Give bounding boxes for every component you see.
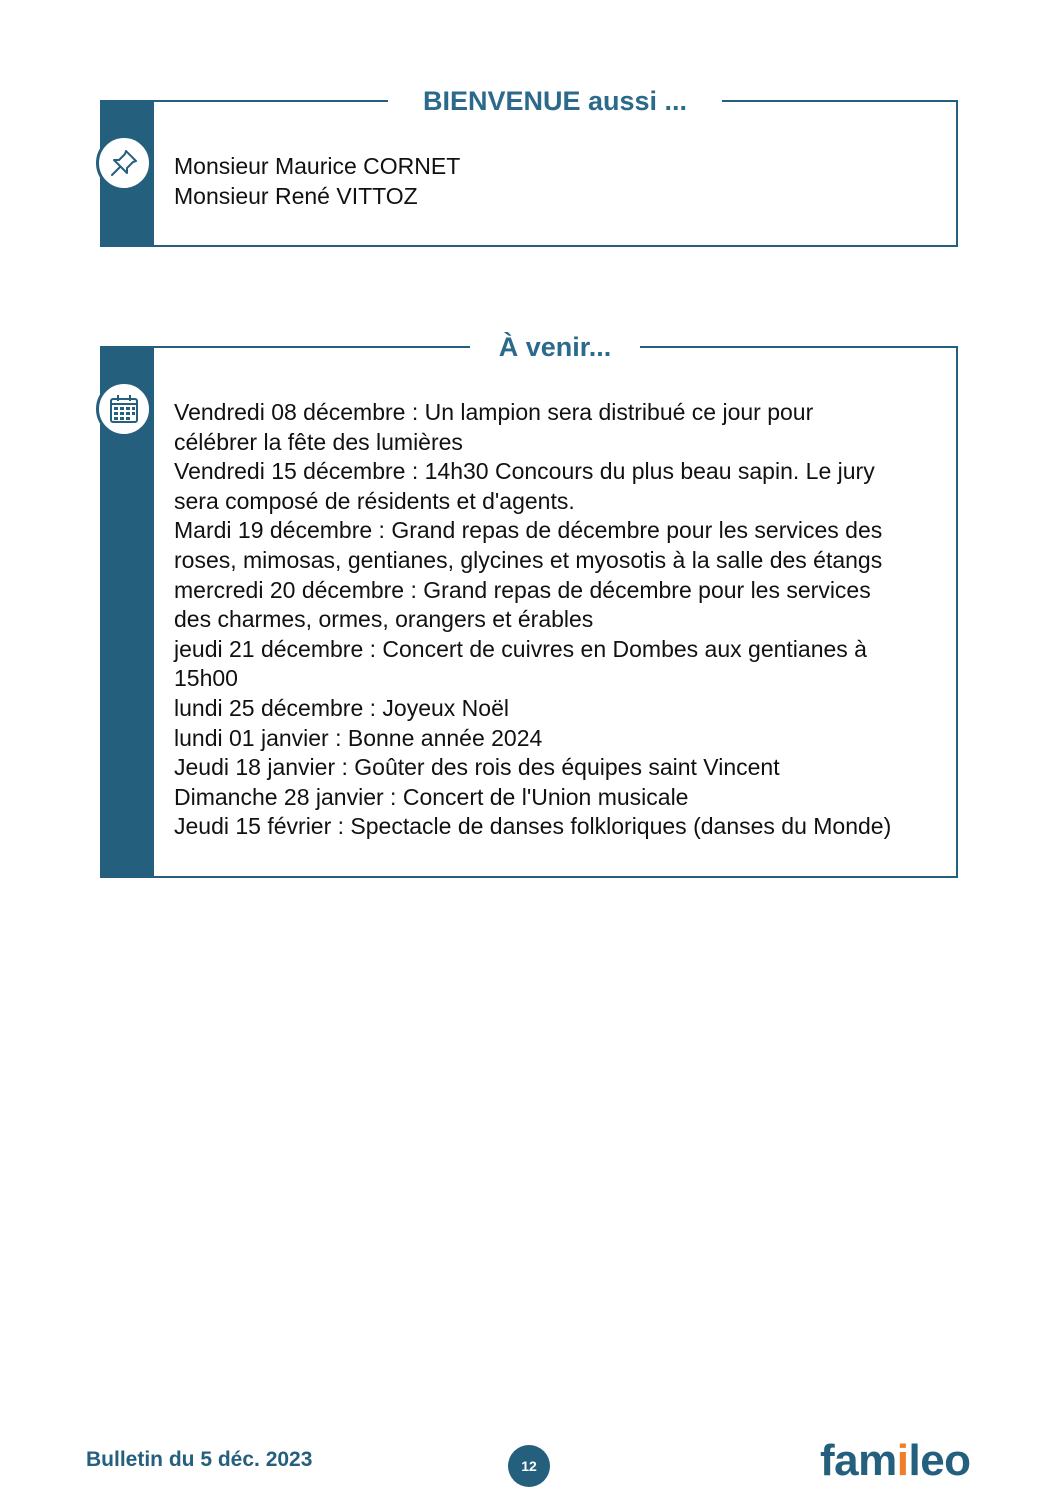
welcome-names xyxy=(174,152,948,211)
logo-text-start: fam xyxy=(820,1436,897,1485)
event-line: Mardi 19 décembre : Grand repas de décembre pour les services des xyxy=(174,517,883,544)
welcome-name: Monsieur René VITTOZ xyxy=(174,182,418,209)
famileo-logo xyxy=(820,1436,971,1486)
page-number: 12 xyxy=(508,1445,550,1487)
event-line: Dimanche 28 janvier : Concert de l'Union musicale xyxy=(174,783,689,810)
welcome-box xyxy=(100,100,958,247)
event-line: roses, mimosas, gentianes, glycines et myosotis à la salle des étangs xyxy=(174,546,883,573)
logo-text-i: i xyxy=(896,1436,909,1485)
event-line: lundi 01 janvier : Bonne année 2024 xyxy=(174,724,543,751)
welcome-name: Monsieur Maurice CORNET xyxy=(174,153,461,179)
logo-text-end: leo xyxy=(908,1436,971,1485)
upcoming-list xyxy=(174,398,948,842)
event-line: célébrer la fête des lumières xyxy=(174,428,463,455)
event-line: Jeudi 15 février : Spectacle de danses folkloriques (danses du Monde) xyxy=(174,813,892,840)
upcoming-section xyxy=(100,334,958,879)
event-line: Vendredi 15 décembre : 14h30 Concours du plus beau sapin. Le jury xyxy=(174,458,875,485)
event-line: lundi 25 décembre : Joyeux Noël xyxy=(174,694,509,721)
welcome-icon-badge xyxy=(96,135,152,191)
event-line: jeudi 21 décembre : Concert de cuivres en Dombes aux gentianes à xyxy=(174,635,867,662)
upcoming-title: À venir... xyxy=(470,334,640,360)
upcoming-box xyxy=(100,346,958,878)
calendar-icon xyxy=(107,392,141,426)
bulletin-date: Bulletin du 5 déc. 2023 xyxy=(86,1448,313,1471)
welcome-section xyxy=(100,88,958,248)
event-line: Jeudi 18 janvier : Goûter des rois des équipes saint Vincent xyxy=(174,754,780,781)
welcome-title: BIENVENUE aussi ... xyxy=(388,88,722,114)
event-line: des charmes, ormes, orangers et érables xyxy=(174,606,594,633)
event-line: Vendredi 08 décembre : Un lampion sera distribué ce jour pour xyxy=(174,399,814,425)
event-line: 15h00 xyxy=(174,665,238,692)
event-line: sera composé de résidents et d'agents. xyxy=(174,487,575,514)
pushpin-icon xyxy=(108,147,140,179)
upcoming-icon-badge xyxy=(96,381,152,437)
event-line: mercredi 20 décembre : Grand repas de décembre pour les services xyxy=(174,576,871,603)
